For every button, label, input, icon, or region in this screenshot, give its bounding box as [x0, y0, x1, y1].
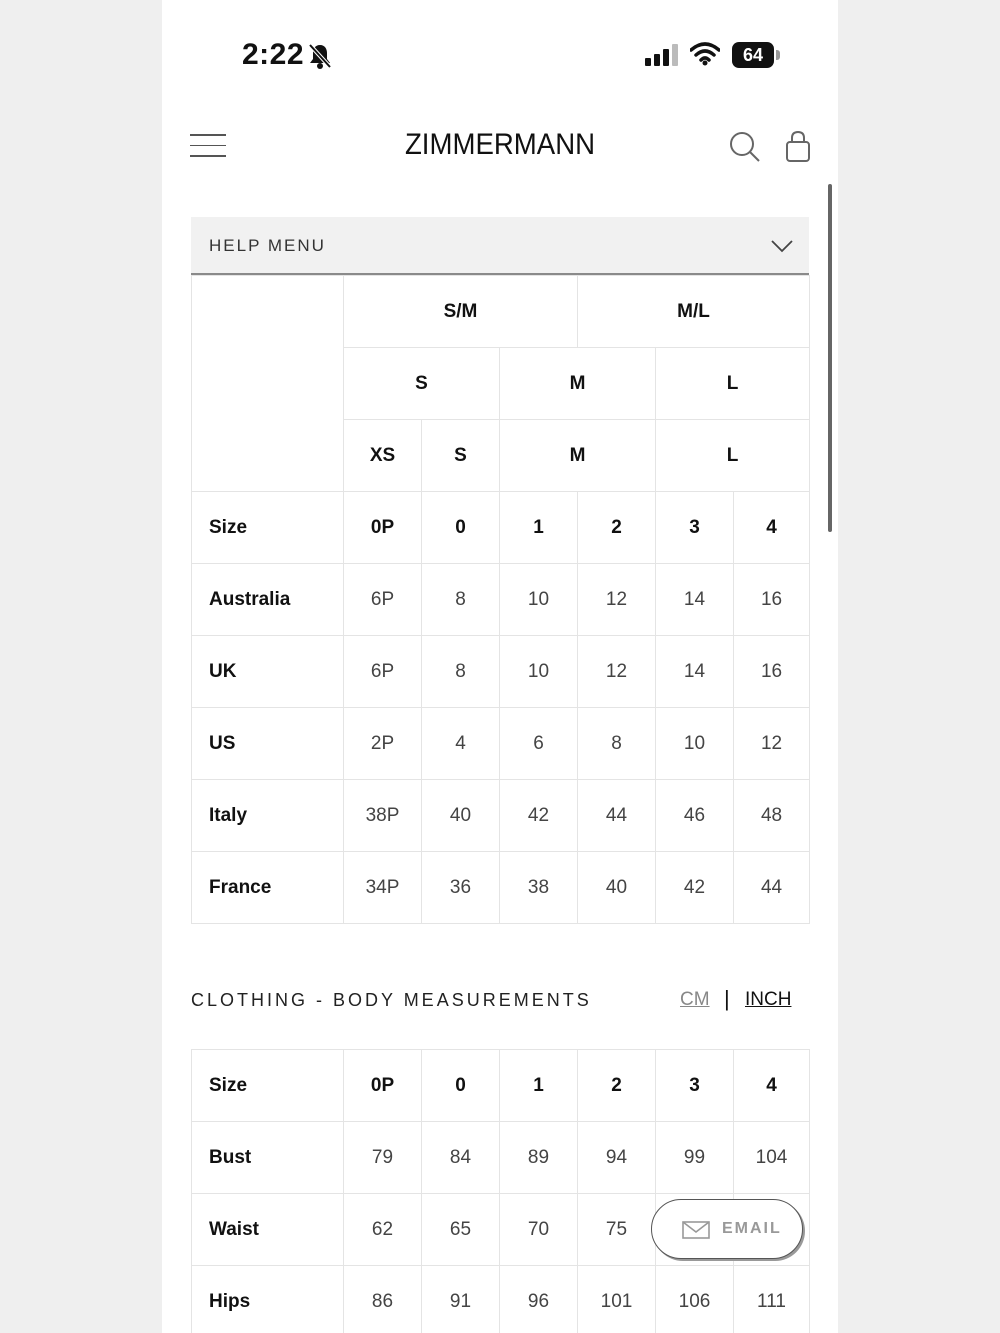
table-cell: 38P — [344, 780, 422, 852]
table-cell: 3 — [656, 1050, 734, 1122]
background-right — [838, 0, 1000, 1333]
table-cell: 10 — [656, 708, 734, 780]
table-cell: 10 — [500, 636, 578, 708]
table-row — [192, 1050, 810, 1122]
table-cell: 89 — [500, 1122, 578, 1194]
detail-header: XS — [344, 420, 422, 492]
envelope-icon — [682, 1221, 710, 1244]
chevron-down-icon — [771, 239, 793, 258]
sub-header: M — [500, 348, 656, 420]
table-row — [192, 852, 810, 924]
table-cell: 75 — [578, 1194, 656, 1266]
table-cell: 104 — [734, 1122, 810, 1194]
table-row — [192, 1266, 810, 1333]
table-cell: 44 — [734, 852, 810, 924]
row-label: France — [192, 852, 344, 924]
table-cell: 38 — [500, 852, 578, 924]
table-row — [192, 564, 810, 636]
table-cell: 111 — [734, 1266, 810, 1333]
wifi-icon — [690, 42, 720, 71]
table-cell: 6P — [344, 636, 422, 708]
table-cell: 0P — [344, 1050, 422, 1122]
table-cell: 65 — [422, 1194, 500, 1266]
table-cell: 1 — [500, 1050, 578, 1122]
table-cell: 40 — [578, 852, 656, 924]
table-cell: 4 — [422, 708, 500, 780]
table-row — [192, 492, 810, 564]
help-menu-label: HELP MENU — [209, 236, 326, 255]
table-cell: 106 — [656, 1266, 734, 1333]
group-header: S/M — [344, 276, 578, 348]
row-label: Bust — [192, 1122, 344, 1194]
table-cell: 3 — [656, 492, 734, 564]
battery-tip — [776, 50, 780, 60]
table-cell: 14 — [656, 636, 734, 708]
table-cell: 8 — [578, 708, 656, 780]
table-row — [192, 1122, 810, 1194]
table-cell: 84 — [422, 1122, 500, 1194]
table-cell: 6P — [344, 564, 422, 636]
row-label: Size — [192, 1050, 344, 1122]
table-cell: 42 — [656, 852, 734, 924]
table-cell: 86 — [344, 1266, 422, 1333]
table-cell: 16 — [734, 636, 810, 708]
cellular-signal-icon — [645, 44, 681, 71]
help-menu-dropdown[interactable] — [191, 217, 809, 275]
phone-screen — [162, 0, 838, 1333]
table-cell: 101 — [578, 1266, 656, 1333]
row-label: Italy — [192, 780, 344, 852]
detail-header: S — [422, 420, 500, 492]
empty-header-cell — [192, 276, 344, 492]
table-cell: 34P — [344, 852, 422, 924]
table-cell: 8 — [422, 636, 500, 708]
table-cell: 2 — [578, 1050, 656, 1122]
table-cell: 12 — [578, 636, 656, 708]
table-cell: 14 — [656, 564, 734, 636]
status-bar — [162, 30, 838, 80]
unit-inch-link[interactable]: INCH — [745, 989, 792, 1010]
brand-logo[interactable]: ZIMMERMANN — [404, 128, 596, 161]
row-label: Waist — [192, 1194, 344, 1266]
detail-header: L — [656, 420, 810, 492]
table-cell: 0P — [344, 492, 422, 564]
table-cell: 62 — [344, 1194, 422, 1266]
section-title: CLOTHING - BODY MEASUREMENTS — [191, 990, 592, 1010]
size-conversion-table — [191, 275, 810, 924]
group-header: M/L — [578, 276, 810, 348]
email-button[interactable] — [651, 1199, 803, 1259]
table-cell: 70 — [500, 1194, 578, 1266]
table-cell: 36 — [422, 852, 500, 924]
unit-separator: | — [724, 986, 730, 1011]
table-cell: 10 — [500, 564, 578, 636]
row-label: Australia — [192, 564, 344, 636]
table-cell: 6 — [500, 708, 578, 780]
table-cell: 42 — [500, 780, 578, 852]
sub-header: S — [344, 348, 500, 420]
search-icon[interactable] — [728, 130, 762, 169]
table-cell: 2P — [344, 708, 422, 780]
table-row — [192, 780, 810, 852]
shopping-bag-icon[interactable] — [784, 130, 812, 169]
detail-header: M — [500, 420, 656, 492]
site-header — [162, 118, 838, 178]
table-cell: 4 — [734, 492, 810, 564]
table-cell: 48 — [734, 780, 810, 852]
table-cell: 0 — [422, 1050, 500, 1122]
unit-cm-link[interactable]: CM — [680, 989, 710, 1010]
background-left — [0, 0, 162, 1333]
table-cell: 96 — [500, 1266, 578, 1333]
table-cell: 8 — [422, 564, 500, 636]
table-row — [192, 276, 810, 348]
table-cell: 1 — [500, 492, 578, 564]
row-label: UK — [192, 636, 344, 708]
status-time: 2:22 — [242, 38, 305, 71]
email-button-label: EMAIL — [722, 1220, 782, 1237]
row-label: Hips — [192, 1266, 344, 1333]
bell-muted-icon — [307, 42, 333, 75]
table-cell: 79 — [344, 1122, 422, 1194]
table-cell: 0 — [422, 492, 500, 564]
row-label: US — [192, 708, 344, 780]
table-row — [192, 636, 810, 708]
body-measurements-table — [191, 1049, 810, 1333]
table-cell: 2 — [578, 492, 656, 564]
table-cell: 12 — [578, 564, 656, 636]
table-cell: 4 — [734, 1050, 810, 1122]
table-cell: 40 — [422, 780, 500, 852]
row-label: Size — [192, 492, 344, 564]
table-cell: 46 — [656, 780, 734, 852]
table-row — [192, 708, 810, 780]
table-cell: 94 — [578, 1122, 656, 1194]
table-cell: 16 — [734, 564, 810, 636]
table-cell: 91 — [422, 1266, 500, 1333]
table-cell: 99 — [656, 1122, 734, 1194]
battery-indicator: 64 — [732, 42, 774, 68]
sub-header: L — [656, 348, 810, 420]
table-cell: 12 — [734, 708, 810, 780]
page-scrollbar[interactable] — [828, 184, 832, 532]
table-cell: 44 — [578, 780, 656, 852]
